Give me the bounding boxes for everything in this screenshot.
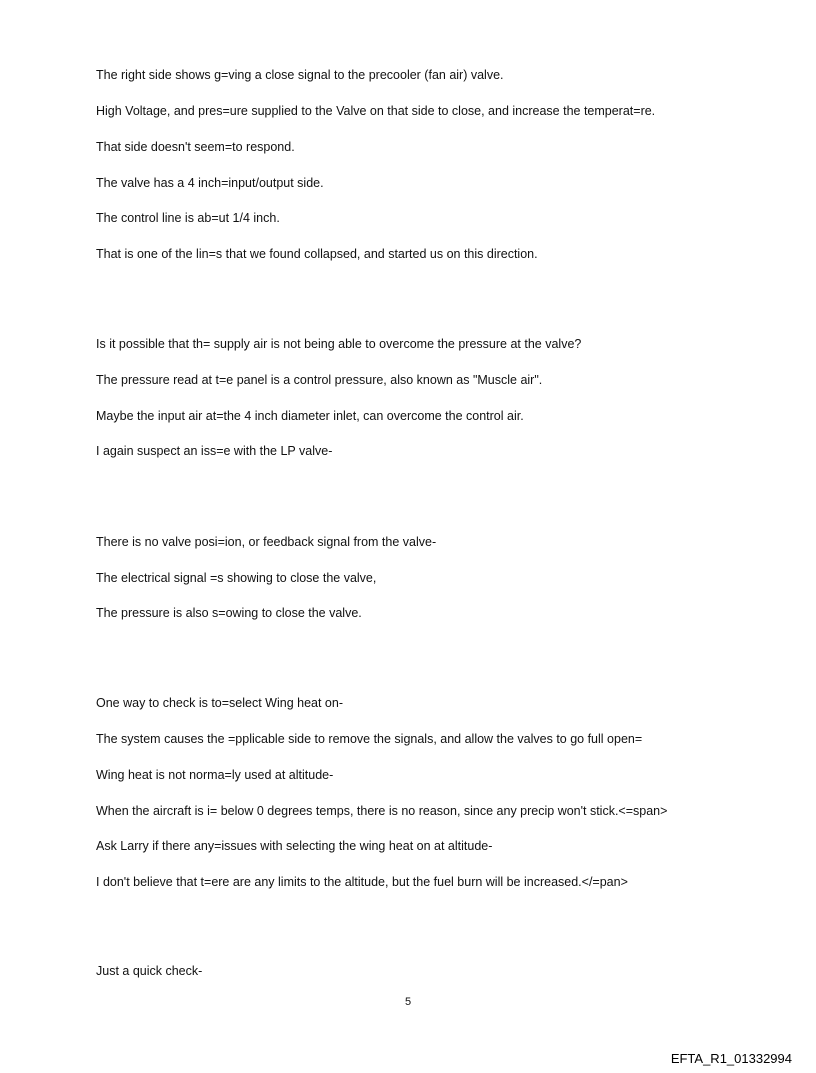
- body-text-line: There is no valve posi=ion, or feedback signal from the valve-: [96, 535, 437, 549]
- body-text-line: The pressure read at t=e panel is a control pressure, also known as "Muscle air".: [96, 373, 543, 387]
- body-text-line: Is it possible that th= supply air is not being able to overcome the pressure at the valve?: [96, 337, 582, 351]
- body-text-line: I don't believe that t=ere are any limits to the altitude, but the fuel burn will be increased.</=pan>: [96, 875, 628, 889]
- document-id: EFTA_R1_01332994: [670, 1051, 792, 1066]
- body-text-line: The valve has a 4 inch=input/output side.: [96, 176, 324, 190]
- body-text-line: Maybe the input air at=the 4 inch diameter inlet, can overcome the control air.: [96, 409, 524, 423]
- body-text-line: That side doesn't seem=to respond.: [96, 140, 295, 154]
- page-number: 5: [404, 996, 412, 1008]
- body-text-line: The pressure is also s=owing to close the valve.: [96, 606, 362, 620]
- body-text-line: Wing heat is not norma=ly used at altitude-: [96, 768, 334, 782]
- body-text-line: The electrical signal =s showing to close the valve,: [96, 571, 377, 585]
- body-text-line: I again suspect an iss=e with the LP valve-: [96, 444, 333, 458]
- body-text-line: That is one of the lin=s that we found collapsed, and started us on this direction.: [96, 247, 538, 261]
- body-text-line: High Voltage, and pres=ure supplied to the Valve on that side to close, and increase the temperat=re.: [96, 104, 656, 118]
- body-text-line: The right side shows g=ving a close signal to the precooler (fan air) valve.: [96, 68, 504, 82]
- body-text-line: When the aircraft is i= below 0 degrees temps, there is no reason, since any precip won't stick.<=span>: [96, 804, 668, 818]
- body-text-line: The system causes the =pplicable side to remove the signals, and allow the valves to go full open=: [96, 732, 643, 746]
- body-text-line: The control line is ab=ut 1/4 inch.: [96, 211, 280, 225]
- body-text-line: Just a quick check-: [96, 964, 203, 978]
- body-text-line: Ask Larry if there any=issues with selecting the wing heat on at altitude-: [96, 839, 493, 853]
- body-text-line: One way to check is to=select Wing heat on-: [96, 696, 343, 710]
